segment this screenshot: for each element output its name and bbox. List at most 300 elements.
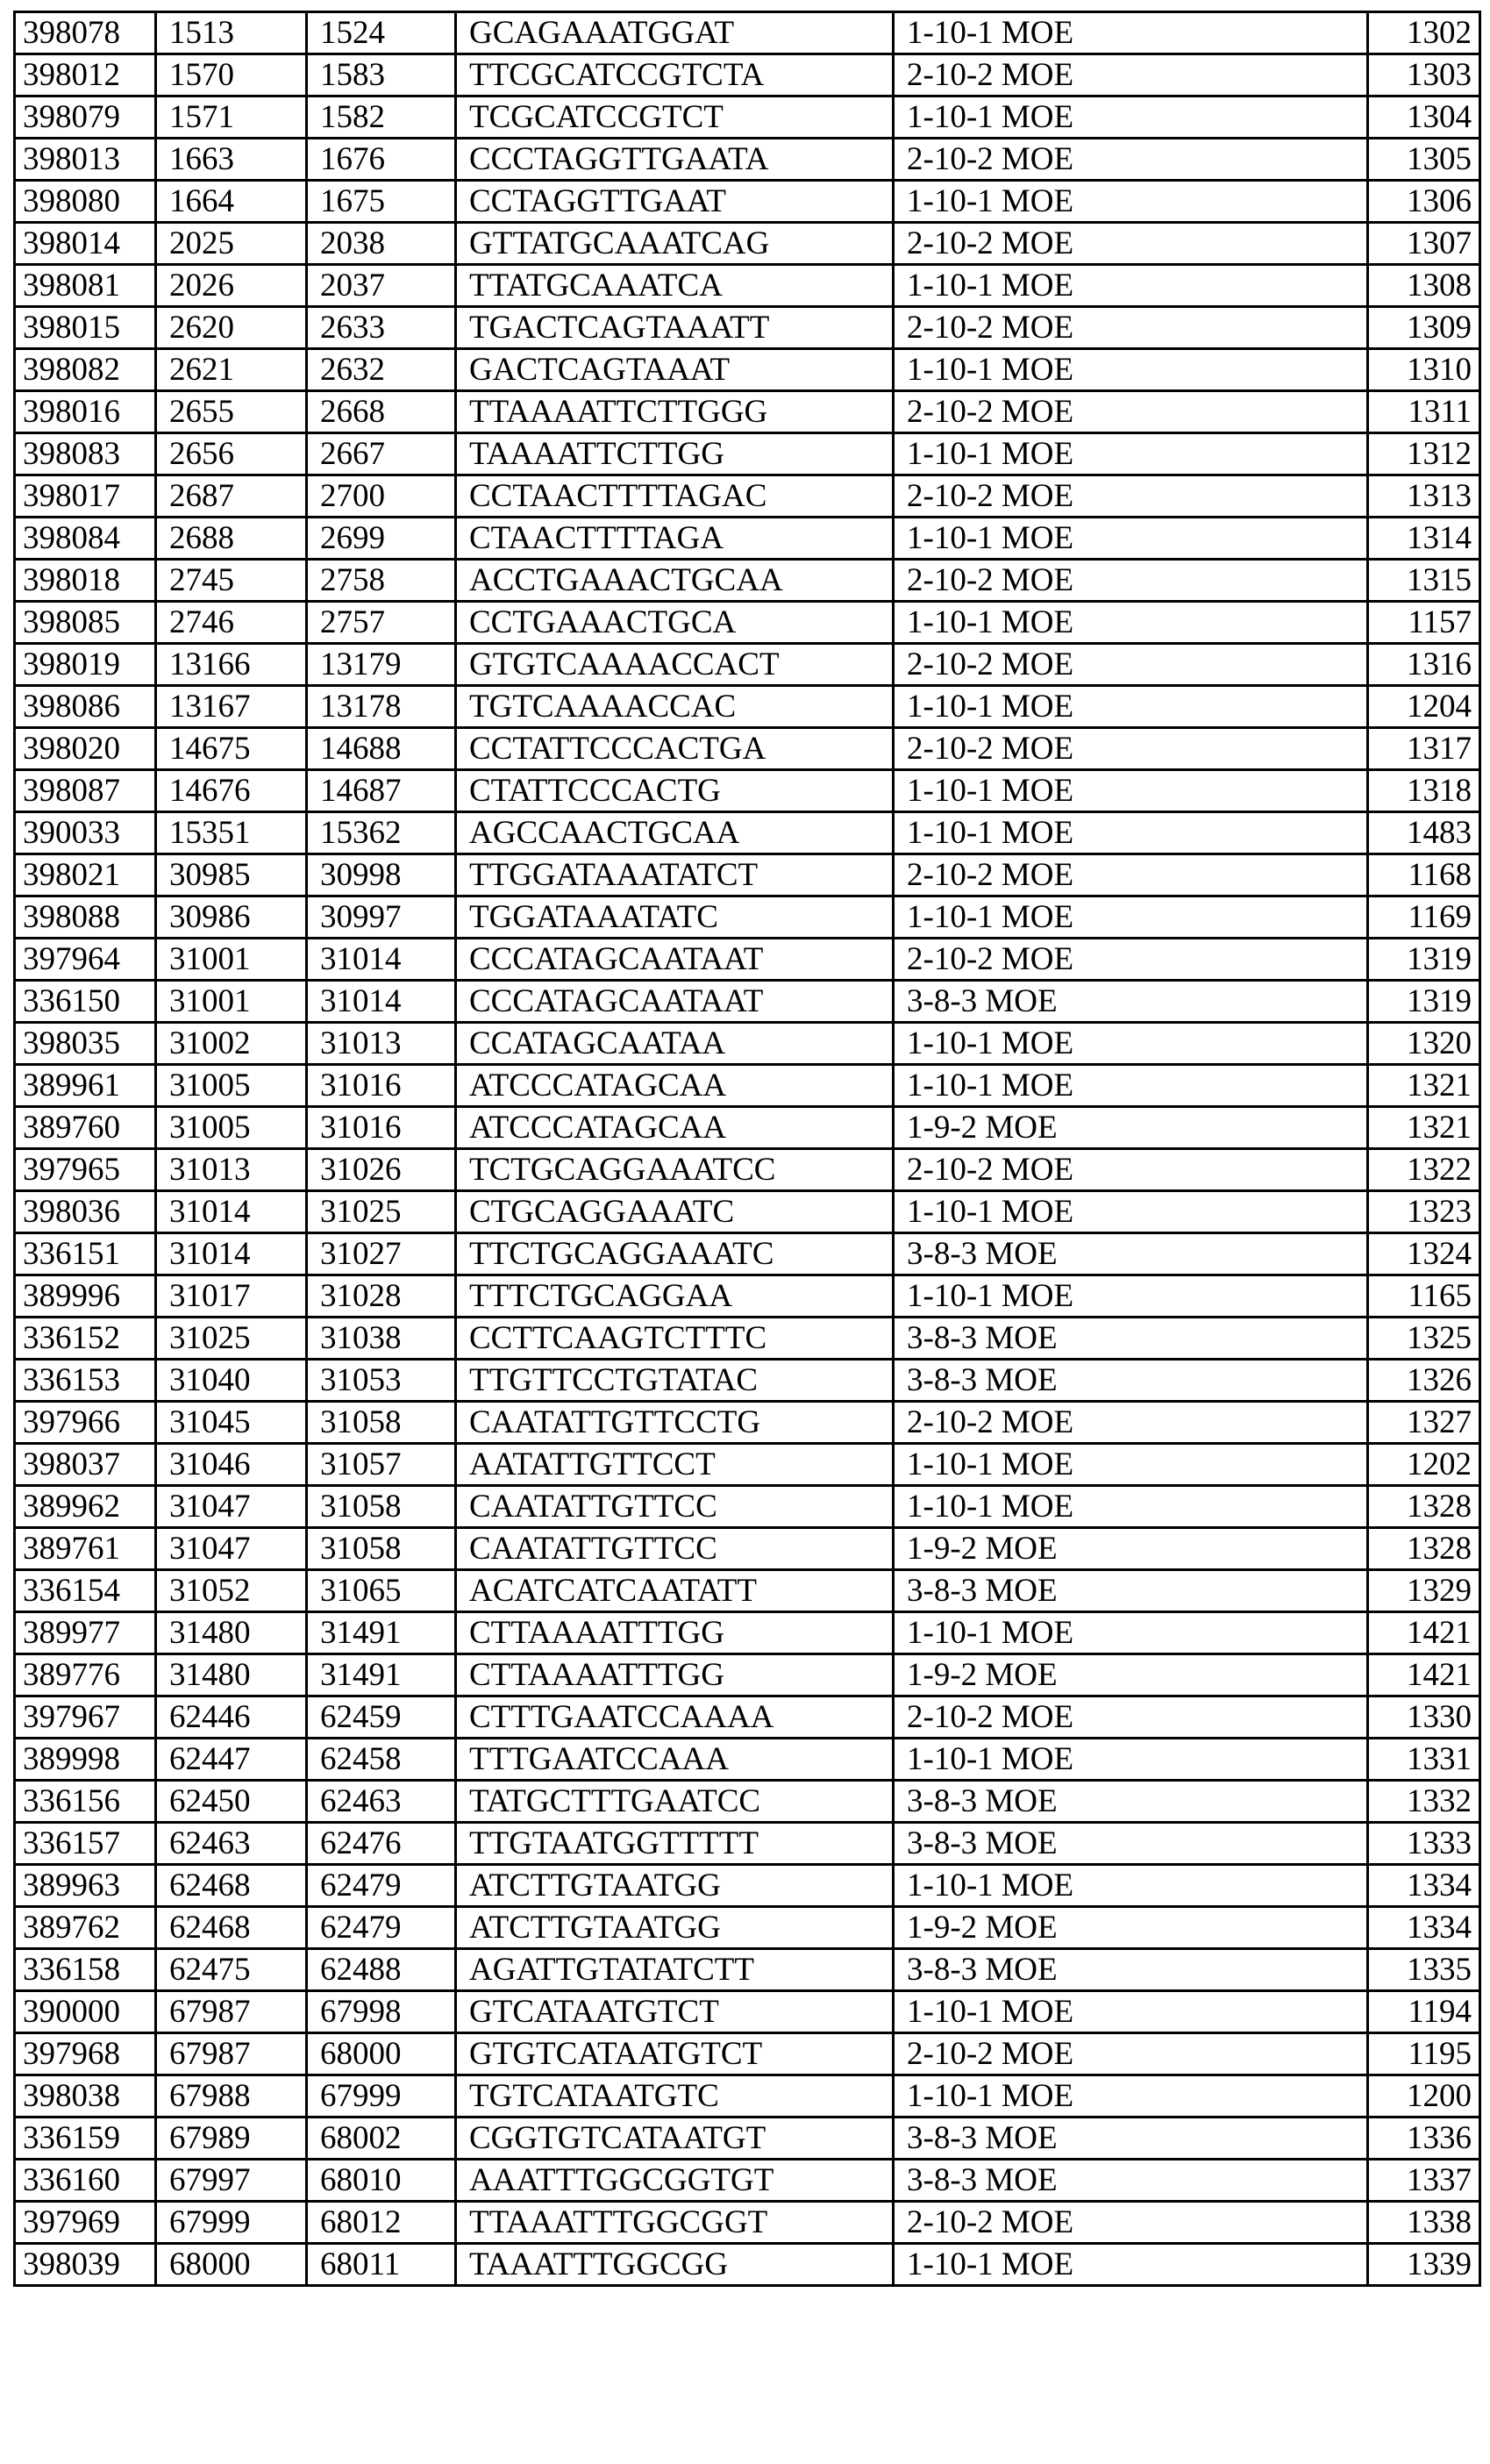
motif-cell: 2-10-2 MOE — [894, 475, 1368, 518]
sequence-cell: TGACTCAGTAAATT — [456, 307, 894, 349]
stop-site-cell: 31038 — [307, 1318, 456, 1360]
stop-site-cell: 31014 — [307, 981, 456, 1023]
seq-id-no-cell: 1168 — [1368, 854, 1480, 896]
sequence-cell: AGATTGTATATCTT — [456, 1949, 894, 1991]
table-row — [15, 1865, 1480, 1907]
motif-cell: 1-10-1 MOE — [894, 518, 1368, 560]
motif-cell: 3-8-3 MOE — [894, 2160, 1368, 2202]
stop-site-cell: 1524 — [307, 12, 456, 54]
table-row — [15, 1107, 1480, 1149]
isis-number-cell: 336159 — [15, 2118, 156, 2160]
stop-site-cell: 30997 — [307, 896, 456, 939]
sequence-cell: CTTTGAATCCAAAA — [456, 1696, 894, 1739]
stop-site-cell: 31016 — [307, 1065, 456, 1107]
start-site-cell: 2620 — [156, 307, 307, 349]
table-row — [15, 2160, 1480, 2202]
start-site-cell: 67997 — [156, 2160, 307, 2202]
start-site-cell: 14675 — [156, 728, 307, 770]
sequence-cell: CAATATTGTTCC — [456, 1486, 894, 1528]
sequence-cell: CCCATAGCAATAAT — [456, 939, 894, 981]
motif-cell: 2-10-2 MOE — [894, 391, 1368, 433]
start-site-cell: 2026 — [156, 265, 307, 307]
start-site-cell: 2025 — [156, 223, 307, 265]
seq-id-no-cell: 1308 — [1368, 265, 1480, 307]
table-row — [15, 2118, 1480, 2160]
isis-number-cell: 398082 — [15, 349, 156, 391]
table-row — [15, 1275, 1480, 1318]
motif-cell: 1-9-2 MOE — [894, 1907, 1368, 1949]
stop-site-cell: 31025 — [307, 1191, 456, 1233]
start-site-cell: 1663 — [156, 139, 307, 181]
start-site-cell: 31040 — [156, 1360, 307, 1402]
start-site-cell: 62450 — [156, 1781, 307, 1823]
isis-number-cell: 398020 — [15, 728, 156, 770]
motif-cell: 1-10-1 MOE — [894, 2244, 1368, 2286]
start-site-cell: 2745 — [156, 560, 307, 602]
start-site-cell: 31480 — [156, 1654, 307, 1696]
table-row — [15, 1233, 1480, 1275]
stop-site-cell: 68002 — [307, 2118, 456, 2160]
sequence-cell: TTAAATTTGGCGGT — [456, 2202, 894, 2244]
motif-cell: 1-9-2 MOE — [894, 1528, 1368, 1570]
isis-number-cell: 397967 — [15, 1696, 156, 1739]
table-row — [15, 265, 1480, 307]
stop-site-cell: 2699 — [307, 518, 456, 560]
seq-id-no-cell: 1331 — [1368, 1739, 1480, 1781]
sequence-cell: TCTGCAGGAAATCC — [456, 1149, 894, 1191]
sequence-cell: TCGCATCCGTCT — [456, 96, 894, 139]
oligo-table-body — [15, 12, 1480, 2286]
motif-cell: 2-10-2 MOE — [894, 54, 1368, 96]
sequence-cell: TGGATAAATATC — [456, 896, 894, 939]
isis-number-cell: 398018 — [15, 560, 156, 602]
start-site-cell: 31047 — [156, 1528, 307, 1570]
motif-cell: 3-8-3 MOE — [894, 2118, 1368, 2160]
sequence-cell: ACATCATCAATATT — [456, 1570, 894, 1612]
sequence-cell: GTGTCATAATGTCT — [456, 2033, 894, 2075]
seq-id-no-cell: 1329 — [1368, 1570, 1480, 1612]
isis-number-cell: 389998 — [15, 1739, 156, 1781]
isis-number-cell: 389760 — [15, 1107, 156, 1149]
start-site-cell: 13167 — [156, 686, 307, 728]
stop-site-cell: 2038 — [307, 223, 456, 265]
sequence-cell: AAATTTGGCGGTGT — [456, 2160, 894, 2202]
seq-id-no-cell: 1333 — [1368, 1823, 1480, 1865]
start-site-cell: 31025 — [156, 1318, 307, 1360]
table-row — [15, 1570, 1480, 1612]
seq-id-no-cell: 1303 — [1368, 54, 1480, 96]
seq-id-no-cell: 1323 — [1368, 1191, 1480, 1233]
stop-site-cell: 2632 — [307, 349, 456, 391]
isis-number-cell: 336157 — [15, 1823, 156, 1865]
isis-number-cell: 389762 — [15, 1907, 156, 1949]
sequence-cell: CTAACTTTTAGA — [456, 518, 894, 560]
isis-number-cell: 398017 — [15, 475, 156, 518]
motif-cell: 1-10-1 MOE — [894, 2075, 1368, 2118]
sequence-cell: TGTCAAAACCAC — [456, 686, 894, 728]
start-site-cell: 67988 — [156, 2075, 307, 2118]
stop-site-cell: 2633 — [307, 307, 456, 349]
motif-cell: 2-10-2 MOE — [894, 854, 1368, 896]
isis-number-cell: 398078 — [15, 12, 156, 54]
table-row — [15, 475, 1480, 518]
table-row — [15, 770, 1480, 812]
seq-id-no-cell: 1306 — [1368, 181, 1480, 223]
stop-site-cell: 68010 — [307, 2160, 456, 2202]
isis-number-cell: 398085 — [15, 602, 156, 644]
sequence-cell: CGGTGTCATAATGT — [456, 2118, 894, 2160]
table-row — [15, 1486, 1480, 1528]
isis-number-cell: 389963 — [15, 1865, 156, 1907]
stop-site-cell: 31057 — [307, 1444, 456, 1486]
seq-id-no-cell: 1319 — [1368, 981, 1480, 1023]
stop-site-cell: 31058 — [307, 1486, 456, 1528]
seq-id-no-cell: 1315 — [1368, 560, 1480, 602]
stop-site-cell: 2758 — [307, 560, 456, 602]
isis-number-cell: 398079 — [15, 96, 156, 139]
sequence-cell: CCATAGCAATAA — [456, 1023, 894, 1065]
start-site-cell: 2656 — [156, 433, 307, 475]
start-site-cell: 31005 — [156, 1107, 307, 1149]
stop-site-cell: 62476 — [307, 1823, 456, 1865]
seq-id-no-cell: 1200 — [1368, 2075, 1480, 2118]
motif-cell: 3-8-3 MOE — [894, 1823, 1368, 1865]
sequence-cell: TTGTAATGGTTTTT — [456, 1823, 894, 1865]
motif-cell: 3-8-3 MOE — [894, 1360, 1368, 1402]
stop-site-cell: 2667 — [307, 433, 456, 475]
start-site-cell: 31052 — [156, 1570, 307, 1612]
seq-id-no-cell: 1195 — [1368, 2033, 1480, 2075]
table-row — [15, 1402, 1480, 1444]
isis-number-cell: 336150 — [15, 981, 156, 1023]
isis-number-cell: 398086 — [15, 686, 156, 728]
isis-number-cell: 398088 — [15, 896, 156, 939]
stop-site-cell: 1675 — [307, 181, 456, 223]
isis-number-cell: 398037 — [15, 1444, 156, 1486]
sequence-cell: CCTATTCCCACTGA — [456, 728, 894, 770]
stop-site-cell: 62458 — [307, 1739, 456, 1781]
start-site-cell: 2621 — [156, 349, 307, 391]
seq-id-no-cell: 1332 — [1368, 1781, 1480, 1823]
isis-number-cell: 389776 — [15, 1654, 156, 1696]
isis-number-cell: 390000 — [15, 1991, 156, 2033]
start-site-cell: 67989 — [156, 2118, 307, 2160]
table-row — [15, 96, 1480, 139]
seq-id-no-cell: 1302 — [1368, 12, 1480, 54]
motif-cell: 2-10-2 MOE — [894, 2202, 1368, 2244]
table-row — [15, 1444, 1480, 1486]
motif-cell: 2-10-2 MOE — [894, 2033, 1368, 2075]
table-row — [15, 686, 1480, 728]
seq-id-no-cell: 1334 — [1368, 1865, 1480, 1907]
table-row — [15, 1191, 1480, 1233]
start-site-cell: 30985 — [156, 854, 307, 896]
sequence-cell: CCCATAGCAATAAT — [456, 981, 894, 1023]
start-site-cell: 31001 — [156, 939, 307, 981]
seq-id-no-cell: 1320 — [1368, 1023, 1480, 1065]
seq-id-no-cell: 1305 — [1368, 139, 1480, 181]
stop-site-cell: 1676 — [307, 139, 456, 181]
motif-cell: 1-10-1 MOE — [894, 1991, 1368, 2033]
motif-cell: 3-8-3 MOE — [894, 1570, 1368, 1612]
sequence-cell: GACTCAGTAAAT — [456, 349, 894, 391]
sequence-cell: ACCTGAAACTGCAA — [456, 560, 894, 602]
start-site-cell: 62475 — [156, 1949, 307, 1991]
seq-id-no-cell: 1312 — [1368, 433, 1480, 475]
seq-id-no-cell: 1328 — [1368, 1528, 1480, 1570]
start-site-cell: 31480 — [156, 1612, 307, 1654]
motif-cell: 1-10-1 MOE — [894, 770, 1368, 812]
sequence-cell: GTGTCAAAACCACT — [456, 644, 894, 686]
seq-id-no-cell: 1337 — [1368, 2160, 1480, 2202]
seq-id-no-cell: 1483 — [1368, 812, 1480, 854]
seq-id-no-cell: 1330 — [1368, 1696, 1480, 1739]
start-site-cell: 67987 — [156, 2033, 307, 2075]
motif-cell: 1-9-2 MOE — [894, 1107, 1368, 1149]
start-site-cell: 62446 — [156, 1696, 307, 1739]
seq-id-no-cell: 1304 — [1368, 96, 1480, 139]
seq-id-no-cell: 1309 — [1368, 307, 1480, 349]
sequence-cell: CTTAAAATTTGG — [456, 1612, 894, 1654]
isis-number-cell: 389996 — [15, 1275, 156, 1318]
table-row — [15, 1612, 1480, 1654]
seq-id-no-cell: 1322 — [1368, 1149, 1480, 1191]
sequence-cell: CTGCAGGAAATC — [456, 1191, 894, 1233]
isis-number-cell: 398036 — [15, 1191, 156, 1233]
start-site-cell: 15351 — [156, 812, 307, 854]
isis-number-cell: 398012 — [15, 54, 156, 96]
seq-id-no-cell: 1321 — [1368, 1065, 1480, 1107]
stop-site-cell: 31013 — [307, 1023, 456, 1065]
sequence-cell: ATCCCATAGCAA — [456, 1065, 894, 1107]
motif-cell: 3-8-3 MOE — [894, 1949, 1368, 1991]
seq-id-no-cell: 1313 — [1368, 475, 1480, 518]
start-site-cell: 13166 — [156, 644, 307, 686]
sequence-cell: ATCTTGTAATGG — [456, 1865, 894, 1907]
start-site-cell: 67987 — [156, 1991, 307, 2033]
table-row — [15, 1065, 1480, 1107]
table-row — [15, 1528, 1480, 1570]
stop-site-cell: 2700 — [307, 475, 456, 518]
motif-cell: 3-8-3 MOE — [894, 981, 1368, 1023]
seq-id-no-cell: 1194 — [1368, 1991, 1480, 2033]
motif-cell: 1-10-1 MOE — [894, 181, 1368, 223]
stop-site-cell: 2668 — [307, 391, 456, 433]
motif-cell: 1-10-1 MOE — [894, 1612, 1368, 1654]
table-row — [15, 391, 1480, 433]
table-row — [15, 896, 1480, 939]
seq-id-no-cell: 1421 — [1368, 1612, 1480, 1654]
isis-number-cell: 398087 — [15, 770, 156, 812]
table-row — [15, 1023, 1480, 1065]
stop-site-cell: 68012 — [307, 2202, 456, 2244]
isis-number-cell: 398021 — [15, 854, 156, 896]
seq-id-no-cell: 1157 — [1368, 602, 1480, 644]
start-site-cell: 30986 — [156, 896, 307, 939]
sequence-cell: AATATTGTTCCT — [456, 1444, 894, 1486]
isis-number-cell: 397965 — [15, 1149, 156, 1191]
sequence-cell: TTGGATAAATATCT — [456, 854, 894, 896]
isis-number-cell: 398035 — [15, 1023, 156, 1065]
stop-site-cell: 1583 — [307, 54, 456, 96]
motif-cell: 2-10-2 MOE — [894, 139, 1368, 181]
stop-site-cell: 62479 — [307, 1865, 456, 1907]
stop-site-cell: 31491 — [307, 1654, 456, 1696]
table-row — [15, 1696, 1480, 1739]
table-row — [15, 854, 1480, 896]
stop-site-cell: 68011 — [307, 2244, 456, 2286]
table-row — [15, 560, 1480, 602]
motif-cell: 3-8-3 MOE — [894, 1318, 1368, 1360]
seq-id-no-cell: 1335 — [1368, 1949, 1480, 1991]
sequence-cell: CAATATTGTTCC — [456, 1528, 894, 1570]
seq-id-no-cell: 1338 — [1368, 2202, 1480, 2244]
isis-number-cell: 389961 — [15, 1065, 156, 1107]
isis-number-cell: 336154 — [15, 1570, 156, 1612]
isis-number-cell: 398019 — [15, 644, 156, 686]
stop-site-cell: 13179 — [307, 644, 456, 686]
isis-number-cell: 398083 — [15, 433, 156, 475]
seq-id-no-cell: 1318 — [1368, 770, 1480, 812]
motif-cell: 2-10-2 MOE — [894, 1696, 1368, 1739]
stop-site-cell: 30998 — [307, 854, 456, 896]
seq-id-no-cell: 1204 — [1368, 686, 1480, 728]
stop-site-cell: 62463 — [307, 1781, 456, 1823]
table-row — [15, 1907, 1480, 1949]
motif-cell: 2-10-2 MOE — [894, 307, 1368, 349]
start-site-cell: 1513 — [156, 12, 307, 54]
start-site-cell: 62468 — [156, 1865, 307, 1907]
table-row — [15, 54, 1480, 96]
motif-cell: 1-10-1 MOE — [894, 686, 1368, 728]
motif-cell: 1-10-1 MOE — [894, 1444, 1368, 1486]
table-row — [15, 433, 1480, 475]
seq-id-no-cell: 1310 — [1368, 349, 1480, 391]
start-site-cell: 31002 — [156, 1023, 307, 1065]
sequence-cell: ATCCCATAGCAA — [456, 1107, 894, 1149]
table-row — [15, 812, 1480, 854]
isis-number-cell: 389977 — [15, 1612, 156, 1654]
stop-site-cell: 1582 — [307, 96, 456, 139]
motif-cell: 1-10-1 MOE — [894, 1275, 1368, 1318]
table-row — [15, 1654, 1480, 1696]
table-row — [15, 12, 1480, 54]
isis-number-cell: 389962 — [15, 1486, 156, 1528]
sequence-cell: CAATATTGTTCCTG — [456, 1402, 894, 1444]
seq-id-no-cell: 1328 — [1368, 1486, 1480, 1528]
isis-number-cell: 398016 — [15, 391, 156, 433]
isis-number-cell: 336151 — [15, 1233, 156, 1275]
stop-site-cell: 15362 — [307, 812, 456, 854]
start-site-cell: 1571 — [156, 96, 307, 139]
seq-id-no-cell: 1324 — [1368, 1233, 1480, 1275]
sequence-cell: CTATTCCCACTG — [456, 770, 894, 812]
motif-cell: 2-10-2 MOE — [894, 223, 1368, 265]
seq-id-no-cell: 1334 — [1368, 1907, 1480, 1949]
motif-cell: 2-10-2 MOE — [894, 1402, 1368, 1444]
isis-number-cell: 336156 — [15, 1781, 156, 1823]
sequence-cell: CCTTCAAGTCTTTC — [456, 1318, 894, 1360]
stop-site-cell: 31014 — [307, 939, 456, 981]
seq-id-no-cell: 1339 — [1368, 2244, 1480, 2286]
start-site-cell: 31013 — [156, 1149, 307, 1191]
table-row — [15, 1739, 1480, 1781]
table-row — [15, 939, 1480, 981]
table-row — [15, 307, 1480, 349]
table-row — [15, 181, 1480, 223]
sequence-cell: TAAAATTCTTGG — [456, 433, 894, 475]
motif-cell: 1-10-1 MOE — [894, 265, 1368, 307]
sequence-cell: GTTATGCAAATCAG — [456, 223, 894, 265]
isis-number-cell: 336158 — [15, 1949, 156, 1991]
stop-site-cell: 31027 — [307, 1233, 456, 1275]
sequence-cell: TTTCTGCAGGAA — [456, 1275, 894, 1318]
sequence-cell: CCTAGGTTGAAT — [456, 181, 894, 223]
table-row — [15, 1149, 1480, 1191]
start-site-cell: 2687 — [156, 475, 307, 518]
start-site-cell: 2746 — [156, 602, 307, 644]
motif-cell: 3-8-3 MOE — [894, 1781, 1368, 1823]
seq-id-no-cell: 1321 — [1368, 1107, 1480, 1149]
isis-number-cell: 336152 — [15, 1318, 156, 1360]
table-row — [15, 2033, 1480, 2075]
motif-cell: 1-10-1 MOE — [894, 1023, 1368, 1065]
table-row — [15, 644, 1480, 686]
stop-site-cell: 31016 — [307, 1107, 456, 1149]
isis-number-cell: 398039 — [15, 2244, 156, 2286]
stop-site-cell: 31026 — [307, 1149, 456, 1191]
table-row — [15, 1991, 1480, 2033]
table-row — [15, 518, 1480, 560]
motif-cell: 3-8-3 MOE — [894, 1233, 1368, 1275]
start-site-cell: 62463 — [156, 1823, 307, 1865]
sequence-cell: CTTAAAATTTGG — [456, 1654, 894, 1696]
stop-site-cell: 67998 — [307, 1991, 456, 2033]
motif-cell: 1-9-2 MOE — [894, 1654, 1368, 1696]
sequence-cell: TGTCATAATGTC — [456, 2075, 894, 2118]
motif-cell: 2-10-2 MOE — [894, 560, 1368, 602]
isis-number-cell: 390033 — [15, 812, 156, 854]
seq-id-no-cell: 1169 — [1368, 896, 1480, 939]
stop-site-cell: 13178 — [307, 686, 456, 728]
isis-number-cell: 397969 — [15, 2202, 156, 2244]
start-site-cell: 31005 — [156, 1065, 307, 1107]
start-site-cell: 31014 — [156, 1233, 307, 1275]
sequence-cell: TTAAAATTCTTGGG — [456, 391, 894, 433]
seq-id-no-cell: 1325 — [1368, 1318, 1480, 1360]
sequence-cell: TAAATTTGGCGG — [456, 2244, 894, 2286]
stop-site-cell: 2037 — [307, 265, 456, 307]
table-row — [15, 728, 1480, 770]
motif-cell: 1-10-1 MOE — [894, 349, 1368, 391]
start-site-cell: 14676 — [156, 770, 307, 812]
seq-id-no-cell: 1317 — [1368, 728, 1480, 770]
motif-cell: 2-10-2 MOE — [894, 1149, 1368, 1191]
isis-number-cell: 398014 — [15, 223, 156, 265]
table-row — [15, 223, 1480, 265]
seq-id-no-cell: 1165 — [1368, 1275, 1480, 1318]
table-row — [15, 1781, 1480, 1823]
start-site-cell: 1570 — [156, 54, 307, 96]
isis-number-cell: 398081 — [15, 265, 156, 307]
motif-cell: 1-10-1 MOE — [894, 1486, 1368, 1528]
table-row — [15, 1360, 1480, 1402]
sequence-cell: AGCCAACTGCAA — [456, 812, 894, 854]
start-site-cell: 62468 — [156, 1907, 307, 1949]
start-site-cell: 31047 — [156, 1486, 307, 1528]
stop-site-cell: 31053 — [307, 1360, 456, 1402]
stop-site-cell: 31058 — [307, 1402, 456, 1444]
